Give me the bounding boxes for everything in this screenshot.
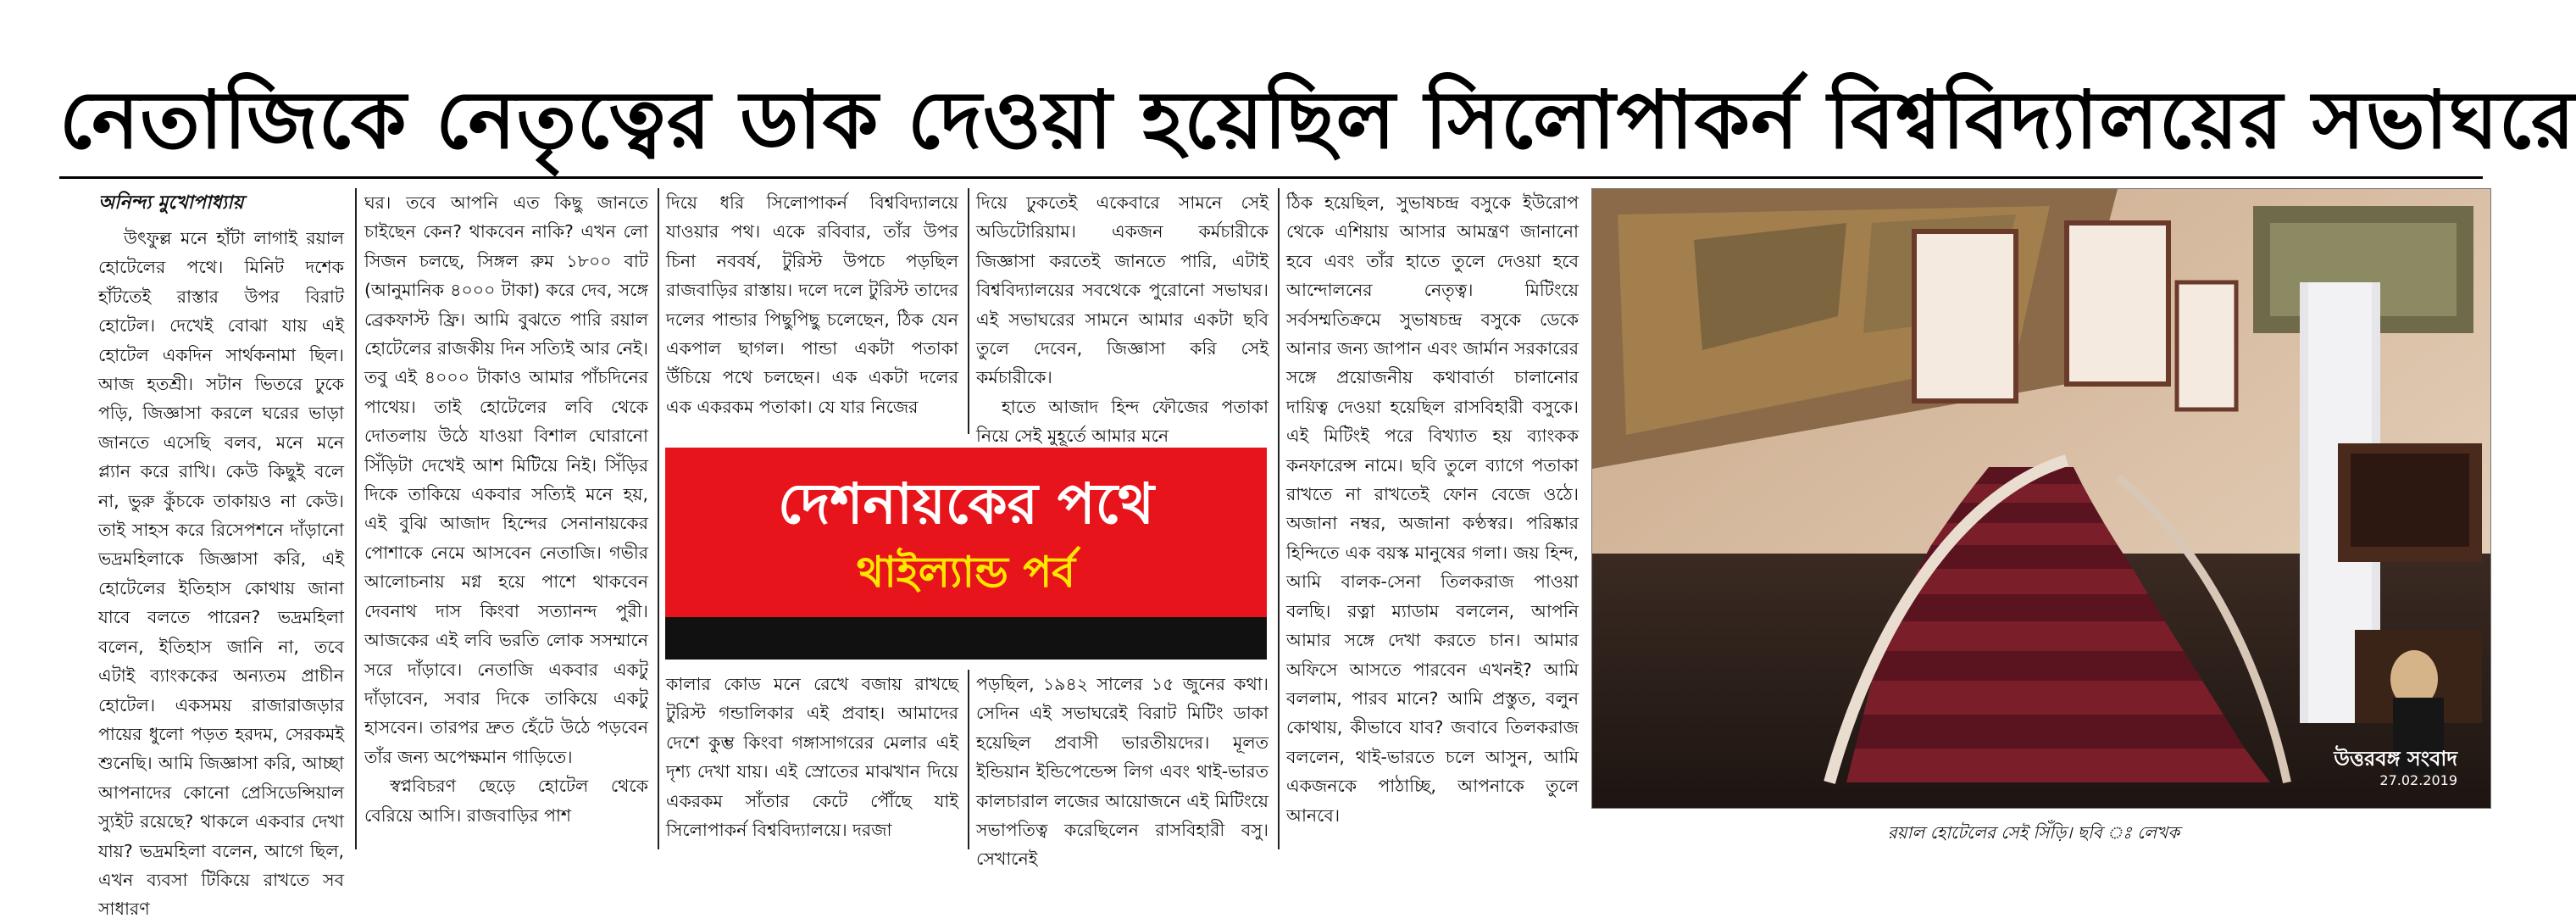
paragraph: ঠিক হয়েছিল, সুভাষচন্দ্র বসুকে ইউরোপ থেকে এশিয়ায় আসার আমন্ত্রণ জানানো হবে এবং তাঁর হাতে তুলে দেওয়া হবে আন্দোলনের নেতৃত্ব। মিটিংয়ে সর্বসম্মতিক্রমে সুভাষচন্দ্র বসুকে ডেকে আনার জন্য জাপান এবং জার্মান সরকারের সঙ্গে প্রয়োজনীয় কথাবার্তা চালানোর দায়িত্ব দেওয়া হয়েছিল রাসবিহারী বসুকে। এই মিটিংই পরে বিখ্যাত হয় ব্যাংকক কনফারেন্স নামে। ছবি তুলে ব্যাগে পতাকা রাখতে না রাখতেই ফোন বেজে ওঠে। অজানা নম্বর, অজানা কণ্ঠস্বর। পরিষ্কার হিন্দিতে এক বয়স্ক মানুষের গলা। জয় হিন্দ, আমি বালক-সেনা তিলকরাজ পাওয়া বলছি। রত্না ম্যাডাম বললেন, আপনি আমার সঙ্গে দেখা করতে চান। আমার অফিসে আসতে পারবেন এখনই? আমি বললাম, পারব মানে? আমি প্রস্তুত, বলুন কোথায়, কীভাবে যাব? জবাবে তিলকরাজ বললেন, থাই-ভারতে চলে আসুন, আমি একজনকে পাঠাচ্ছি, আপনাকে তুলে আনবে। — [1286, 192, 1579, 826]
column-divider — [968, 670, 969, 849]
article-column-2 — [364, 188, 648, 849]
stamp-date: 27.02.2019 — [2379, 772, 2457, 788]
paragraph: ঘর। তবে আপনি এত কিছু জানতে চাইছেন কেন? থাকবেন নাকি? এখন লো সিজন চলছে, সিঙ্গল রুম ১৮০০ বাট (আনুমানিক ৪০০০ টাকা) করে দেব, সঙ্গে ব্রেকফাস্ট ফ্রি। আমি বুঝতে পারি রয়াল হোটেলের রাজকীয় দিন সত্যিই আর নেই। তবু এই ৪০০০ টাকাও আমার পাঁচদিনের পাথেয়। তাই হোটেলের লবি থেকে দোতলায় উঠে যাওয়া বিশাল ঘোরানো সিঁড়িটা দেখেই আশ মিটিয়ে নিই। সিঁড়ির দিকে তাকিয়ে একবার সত্যিই মনে হয়, এই বুঝি আজাদ হিন্দের সেনানায়কের পোশাকে নেমে আসবেন নেতাজি। গভীর আলোচনায় মগ্ন হয়ে পাশে থাকবেন দেবনাথ দাস কিংবা সত্যানন্দ পুরী। আজকের এই লবি ভরতি লোক সসম্মানে সরে দাঁড়াবে। নেতাজি একবার একটু দাঁড়াবেন, সবার দিকে তাকিয়ে একটু হাসবেন। তারপর দ্রুত হেঁটে উঠে পড়বেন তাঁর জন্য অপেক্ষমান গাড়িতে। — [364, 192, 648, 767]
banner-black-band — [665, 617, 1267, 660]
banner-subtitle: থাইল্যান্ড পর্ব — [856, 548, 1076, 597]
newspaper-stamp — [2288, 746, 2457, 793]
article-column-3-bottom — [666, 670, 958, 849]
paragraph: পড়ছিল, ১৯৪২ সালের ১৫ জুনের কথা। সেদিন এই সভাঘরেই বিরাট মিটিং ডাকা হয়েছিল প্রবাসী ভারতীয়দের। মূলত ইন্ডিয়ান ইন্ডিপেন্ডেন্স লিগ এবং থাই-ভারত কালচারাল লজের আয়োজনে এই মিটিংয়ে সভাপতিত্ব করেছিলেন রাসবিহারী বসু। সেখানেই — [976, 674, 1269, 870]
headline: নেতাজিকে নেতৃত্বের ডাক দেওয়া হয়েছিল সিলোপাকর্ন বিশ্ববিদ্যালয়ের সভাঘরে — [59, 75, 2576, 167]
paragraph: দিয়ে ঢুকতেই একেবারে সামনে সেই অডিটোরিয়াম। একজন কর্মচারীকে জিজ্ঞাসা করতেই জানতে পারি, এটাই বিশ্ববিদ্যালয়ের সবথেকে পুরোনো সভাঘর। এই সভাঘরের সামনে আমার একটা ছবি তুলে দেবেন, জিজ্ঞাসা করি সেই কর্মচারীকে। — [976, 192, 1269, 388]
photo-caption: রয়াল হোটেলের সেই সিঁড়ি। ছবি ঃ লেখক — [1887, 822, 2180, 843]
article-column-3-top — [666, 188, 958, 421]
column-divider — [968, 188, 969, 434]
article-column-5 — [1286, 188, 1579, 849]
paragraph: স্বপ্নবিচরণ ছেড়ে হোটেল থেকে বেরিয়ে আসি। রাজবাড়ির পাশ — [364, 776, 648, 826]
article-column-4-bottom — [976, 670, 1269, 870]
article-column-1 — [98, 224, 344, 920]
column-divider — [355, 188, 357, 849]
paragraph: কালার কোড মনে রেখে বজায় রাখছে টুরিস্ট গন্ডালিকার এই প্রবাহ। আমাদের দেশে কুম্ভ কিংবা গঙ্গাসাগরের মেলার এই দৃশ্য দেখা যায়। এই স্রোতের মাঝখান দিয়ে একরকম সাঁতার কেটে পৌঁছে যাই সিলোপাকর্ন বিশ্ববিদ্যালয়ে। দরজা — [666, 674, 958, 841]
stamp-name: উত্তরবঙ্গ সংবাদ — [2334, 747, 2457, 771]
paragraph: হাতে আজাদ হিন্দ ফৌজের পতাকা নিয়ে সেই মুহূর্তে আমার মনে — [976, 396, 1269, 447]
byline: অনিন্দ্য মুখোপাধ্যায় — [98, 192, 244, 214]
banner-title: দেশনায়কের পথে — [778, 471, 1154, 537]
paragraph: উৎফুল্ল মনে হাঁটা লাগাই রয়াল হোটেলের পথে। মিনিট দশেক হাঁটতেই রাস্তার উপর বিরাট হোটেল। দেখেই বোঝা যায় এই হোটেল একদিন সার্থকনামা ছিল। আজ হতশ্রী। সটান ভিতরে ঢুকে পড়ি, জিজ্ঞাসা করলে ঘরের ভাড়া জানতে এসেছি বলব, মনে মনে প্ল্যান করে রাখি। কেউ কিছুই বলে না, ভুরু কুঁচকে তাকায়ও না কেউ। তাই সাহস করে রিসেপশনে দাঁড়ানো ভদ্রমহিলাকে জিজ্ঞাসা করি, এই হোটেলের ইতিহাস কোথায় জানা যাবে বলতে পারেন? ভদ্রমহিলা বলেন, ইতিহাস জানি না, তবে এটাই ব্যাংককের অন্যতম প্রাচীন হোটেল। একসময় রাজারাজড়ার পায়ের ধুলো পড়ত হরদম, সেরকমই শুনেছি। আমি জিজ্ঞাসা করি, আচ্ছা আপনাদের কোনো প্রেসিডেন্সিয়াল স্যুইট রয়েছে? থাকলে একবার দেখা যায়? ভদ্রমহিলা বলেন, আগে ছিল, এখন ব্যবসা টিকিয়ে রাখতে সব সাধারণ — [98, 228, 344, 920]
hotel-staircase-photo — [1591, 188, 2491, 809]
headline-rule — [59, 176, 2483, 179]
article-column-4-top — [976, 188, 1269, 447]
staircase-illustration — [1592, 189, 2490, 808]
paragraph: দিয়ে ধরি সিলোপাকর্ন বিশ্ববিদ্যালয়ে যাওয়ার পথ। একে রবিবার, তাঁর উপর চিনা নববর্ষ, টুরিস্ট উপচে পড়ছিল রাজবাড়ির রাস্তায়। দলে দলে টুরিস্ট তাদের দলের পান্ডার পিছুপিছু চলেছেন, ঠিক যেন একপাল ছাগল। পান্ডা একটা পতাকা উঁচিয়ে পথে চলছেন। এক একটা দলের এক একরকম পতাকা। যে যার নিজের — [666, 192, 958, 417]
section-banner — [665, 448, 1267, 660]
column-divider — [1278, 188, 1280, 849]
column-divider — [658, 188, 659, 849]
